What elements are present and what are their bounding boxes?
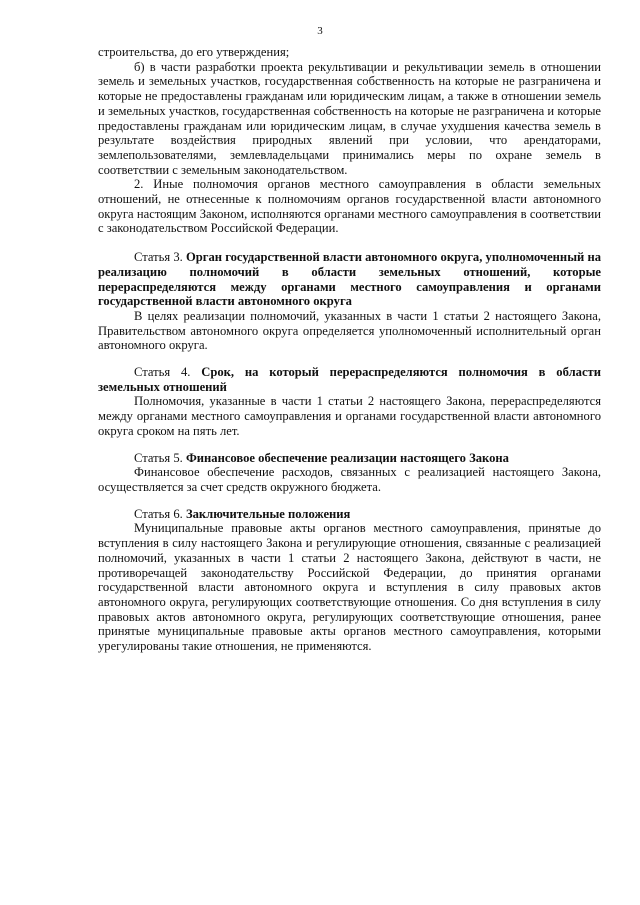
page-number: 3	[317, 25, 323, 37]
article-3-body: В целях реализации полномочий, указанных в части 1 статьи 2 настоящего Закона, Правительством автономного округа определяется уполномоченный исполнительный орган автономного округа.	[98, 308, 601, 353]
article-4-title: Срок, на который перераспределяются полномочия в области земельных отношений	[98, 365, 601, 394]
article-5-heading	[98, 451, 601, 466]
paragraph-clause-b: б) в части разработки проекта рекультивации и рекультивации земель в отношении земель и земельных участков, государственная собственность на которые не разграничена и которые не предоставлены гражданам или юридическим лицам, а также в отношении земель и земельных участков, государственная собственность на которые не разграничена и которые предоставлены гражданам или юридическим лицам, в случае ухудшения качества земель в результате воздействия природных явлений при условии, что арендаторами, землепользователями, землевладельцами принимались меры по охране земель в соответствии с земельным законодательством.	[98, 59, 601, 177]
article-6-title: Заключительные положения	[185, 506, 351, 521]
paragraph-clause-2: 2. Иные полномочия органов местного самоуправления в области земельных отношений, не отнесенные к полномочиям органов государственной власти автономного округа настоящим Законом, исполняются органами местного самоуправления в соответствии с законодательством Российской Федерации.	[98, 177, 601, 236]
article-5-body: Финансовое обеспечение расходов, связанных с реализацией настоящего Закона, осуществляется за счет средств окружного бюджета.	[98, 465, 601, 494]
article-5-title: Финансовое обеспечение реализации настоящего Закона	[185, 450, 509, 465]
article-3-heading	[98, 250, 601, 309]
article-6-heading	[98, 507, 601, 522]
article-3-label: Статья 3.	[134, 250, 183, 265]
article-6-body: Муниципальные правовые акты органов местного самоуправления, принятые до вступления в силу настоящего Закона и регулирующие отношения, связанные с реализацией полномочий, указанных в части 1 статьи 2 настоящего Закона, действуют в части, не противоречащей законодательству Российской Федерации, до принятия органами государственной власти автономного округа и вступления в силу правовых актов автономного округа, регулирующих соответствующие отношения. Со дня вступления в силу правовых актов автономного округа, регулирующих соответствующие отношения, ранее принятые муниципальные правовые акты органов местного самоуправления, которыми урегулированы такие отношения, не применяются.	[98, 521, 601, 654]
document-body	[98, 45, 601, 654]
article-5-label: Статья 5.	[134, 450, 183, 465]
article-4-heading	[98, 365, 601, 394]
paragraph-continuation: строительства, до его утверждения;	[98, 45, 290, 59]
article-6-label: Статья 6.	[134, 506, 183, 521]
article-4-body: Полномочия, указанные в части 1 статьи 2 настоящего Закона, перераспределяются между органами местного самоуправления и органами государственной власти автономного округа сроком на пять лет.	[98, 394, 601, 438]
article-4-label: Статья 4.	[134, 365, 191, 380]
article-3-title: Орган государственной власти автономного округа, уполномоченный на реализацию полномочий в области земельных отношений, которые перераспределяются между органами местного самоуправления и органами государственной власти автономного округа	[98, 250, 601, 309]
